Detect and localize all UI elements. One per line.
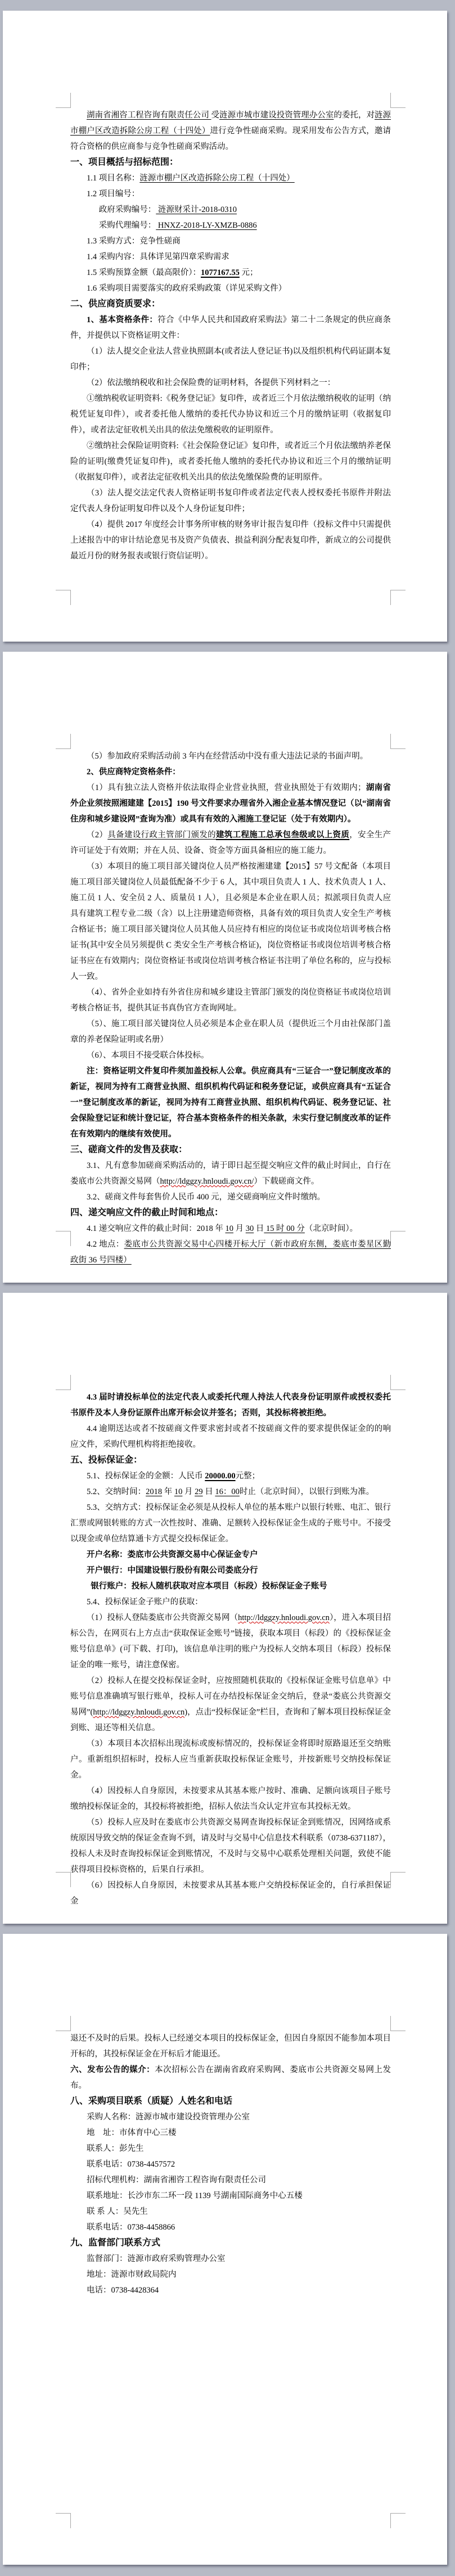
- section-heading: 三、磋商文件的发售及获取：: [70, 1145, 188, 1154]
- margin-crop-mark: [390, 93, 406, 108]
- paragraph: 4.1 递交响应文件的截止时间：2018 年 10 月 30 日 15 时 00 分（北京时间）。: [87, 1224, 358, 1233]
- paragraph: 4.4 逾期送达或者不按磋商文件要求密封或者不按磋商文件的要求提供保证金的的响应文件，采购代理机构将拒绝接收。: [70, 1424, 391, 1449]
- paragraph: （5）、施工项目部关键岗位人员必须是本企业在职人员（提供近三个月由社保部门盖章的养老保险证明或名册）: [70, 1019, 391, 1044]
- margin-crop-mark: [56, 590, 71, 605]
- paragraph: 银行账户：投标人随机获取对应本项目（标段）投标保证金子账号: [91, 1582, 327, 1591]
- margin-crop-mark: [390, 1375, 406, 1390]
- paragraph: 开户名称：娄底市公共资源交易中心保证金专户: [87, 1550, 258, 1559]
- paragraph: 注：资格证明文件复印件须加盖投标人公章。供应商具有“三证合一”登记制度改革的新证，视同为持有工商营业执照、组织机构代码证和税务登记证，或供应商具有“五证合一”登记制度改革的新证，视同为持有工商营业执照、组织机构代码证、税务登记证、社会保险登记证和统计登记证，符合基本资格条件的相关条款，未实行登记制度改革的证件在有效期内的继续有效使用。: [70, 1067, 391, 1139]
- margin-crop-mark: [56, 1231, 71, 1246]
- margin-crop-mark: [56, 1375, 71, 1390]
- section-heading: 八、采购项目联系（质疑）人姓名和电话: [70, 2096, 233, 2106]
- paragraph: 联系电话：0738-4458866: [87, 2223, 175, 2232]
- margin-crop-mark: [390, 1231, 406, 1246]
- margin-crop-mark: [56, 1872, 71, 1887]
- margin-crop-mark: [390, 2513, 406, 2528]
- paragraph: （3）法人提交法定代表人资格证明书复印件或者法定代表人授权委托书原件并附法定代表人身份证明复印件以及个人身份证复印件；: [70, 489, 391, 513]
- paragraph: 1.4 采购内容：具体详见第四章采购需求: [87, 252, 229, 261]
- url-with-spellcheck: http://ldggzy.hnloudi.gov.cn: [238, 1613, 330, 1622]
- paragraph: 1.1 项目名称：涟源市棚户区改造拆除公房工程（十四处）: [87, 174, 295, 183]
- paragraph: 1.5 采购预算金额（最高限价）：1077167.55 元；: [87, 268, 258, 277]
- paragraph: 1.3 采购方式：竞争性磋商: [87, 237, 181, 246]
- margin-crop-mark: [390, 734, 406, 749]
- paragraph: 5.4、投标保证金子账户的获取：: [87, 1598, 203, 1607]
- paragraph: 4.3 届时请投标单位的法定代表人或委托代理人持法人代表身份证明原件或授权委托书原件及本人身份证原件出席开标会议并签名；否则，其投标将被拒绝。: [70, 1393, 391, 1418]
- paragraph: 5.2、交纳时间：2018 年 10 月 29 日 16：00时止（北京时间），以银行到账为准。: [87, 1487, 375, 1496]
- paragraph: 政府采购编号： 涟源财采计-2018-0310: [98, 205, 237, 214]
- paragraph: 六、发布公告的媒介：本次招标公告在湖南省政府采购网、娄底市公共资源交易网上发布。: [70, 2065, 391, 2090]
- paragraph: 联系地址：长沙市东二环一段 1139 号湖南国际商务中心五楼: [87, 2191, 303, 2200]
- paragraph: （2）投标人在提交投标保证金时，应按照随机获取的《投标保证金账号信息单》中账号信息准确填写银行账单，投标人可在办结投标保证金交纳后，登录“娄底公共资源交易网”(http://ldggzy.hnloudi.gov.cn)，点击“投标保证金”栏目，查询和了解本项目投标保证金到账、退还等相关信息。: [70, 1676, 391, 1733]
- paragraph: 采购人名称：涟源市城市建设投资管理办公室: [87, 2113, 250, 2122]
- paragraph: 1.6 采购项目需要落实的政府采购政策（详见采购文件）: [87, 284, 287, 293]
- margin-crop-mark: [390, 2016, 406, 2031]
- paragraph: （1）具有独立法人资格并依法取得企业营业执照，营业执照处于有效期内；湖南省外企业须按照湘建建【2015】190 号文件要求办理省外入湘企业基本情况登记（以“湖南省住房和城乡建设网”查询为准）或具有有效的入湘施工登记证（处于有效期内）。: [70, 783, 391, 824]
- margin-crop-mark: [56, 2016, 71, 2031]
- url-with-spellcheck: http://ldggzy.hnloudi.gov.cn: [93, 1708, 185, 1717]
- margin-crop-mark: [390, 1872, 406, 1887]
- paragraph: 联系电话：0738-4457572: [87, 2160, 175, 2169]
- paragraph: 2、供应商特定资格条件：: [87, 768, 181, 777]
- page-2-text-area: [70, 748, 391, 1268]
- paragraph: （2）具备建设行政主管部门颁发的建筑工程施工总承包叁级或以上资质，安全生产许可证处于有效期；并在人员、设备、资金等方面具备相应的施工能力。: [70, 831, 391, 855]
- margin-crop-mark: [56, 93, 71, 108]
- margin-crop-mark: [56, 2513, 71, 2528]
- paragraph: （5）参加政府采购活动前 3 年内在经营活动中没有重大违法记录的书面声明。: [87, 752, 368, 761]
- paragraph: 3.1、凡有意参加磋商采购活动的，请于即日起至提交响应文件的截止时间止，自行在娄底市公共资源交易网（http://ldggzy.hnloudi.gov.cn/）下载磋商文件。: [70, 1161, 391, 1186]
- paragraph: （3）本项目本次招标出现流标或废标情况的，投标保证金将即时原路退还至交纳账户。重新组织招标时，投标人应当重新获取投标保证金账号，并按新账号交纳投标保证金。: [70, 1739, 391, 1780]
- paragraph: （4）、省外企业如持有外省住房和城乡建设主管部门颁发的岗位资格证书或岗位培训考核合格证书，提供其证书真伪官方查询网址。: [70, 988, 391, 1013]
- paragraph: （3）本项目的施工项目部关键岗位人员严格按湘建建【2015】57 号文配备（本项目施工项目部关键岗位人员最低配备不少于 6 人，其中项目负责人 1 人、技术负责人 1 人、施工员 1 人、安全员 2 人、质量员 1 人），且必须是本企业在职人员；拟派项目负责人应具有建筑工程专业二级（含）以上注册建造师资格，具备有效的项目负责人安全生产考核合格证书；施工项目部关键岗位人员其他人员应持有相应的岗位证书或岗位培训考核合格证书(其中安全员另须提供 C 类安全生产考核合格证)，岗位资格证书或岗位培训考核合格证书应在有效期内；岗位资格证书或岗位培训考核合格证书注明了单位名称的，应与投标人一致。: [70, 862, 391, 981]
- section-heading: 九、监督部门联系方式: [70, 2238, 161, 2248]
- paragraph: 1、基本资格条件：符合《中华人民共和国政府采购法》第二十二条规定的供应商条件，并提供以下资格证明文件：: [70, 315, 391, 340]
- margin-crop-mark: [390, 590, 406, 605]
- paragraph: 采购代理编号： HNXZ-2018-LY-XMZB-0886: [98, 221, 257, 230]
- paragraph: ②缴纳社会保险证明资料:《社会保险登记证》复印件，或者近三个月依法缴纳养老保险的证明(缴费凭证复印件)，或者委托他人缴纳的委托代办协议和近三个月的缴纳证明（收据复印件），或者法定征收机关出具的依法免缴保险费的证明原件。: [70, 441, 391, 482]
- paragraph: （6）、本项目不接受联合体投标。: [87, 1051, 209, 1060]
- section-heading: 五、投标保证金：: [70, 1455, 143, 1465]
- paragraph: ①缴纳税收证明资料:《税务登记证》复印件，或者近三个月依法缴纳税收的证明（纳税凭证复印件），或者委托他人缴纳的委托代办协议和近三个月的缴纳证明（收据复印件），或者法定征收机关出具的依法免缴税收的证明原件。: [70, 394, 391, 435]
- page-3: [3, 1293, 447, 1924]
- paragraph: 联系人：彭先生: [87, 2144, 144, 2153]
- paragraph: （4）因投标人自身原因，未按要求从其基本账户按时、准确、足额向该项目子账号缴纳投标保证金的，其投标将被拒绝，招标人依法当众认定并宣布其投标无效。: [70, 1786, 391, 1811]
- page-3-text-area: [70, 1389, 391, 1909]
- paragraph: 5.1、投标保证金的金额：人民币 20000.00元整；: [87, 1472, 260, 1481]
- paragraph: 招标代理机构：湖南省湘咨工程咨询有限责任公司: [87, 2176, 266, 2185]
- page-1-text-area: [70, 107, 391, 564]
- page-4-text-area: [70, 2031, 391, 2298]
- paragraph: 地址：涟源市财政局院内: [87, 2270, 177, 2279]
- paragraph: （6）因投标人自身原因，未按要求从其基本账户交纳投标保证金的，自行承担保证金: [70, 1881, 391, 1906]
- paragraph: （1）投标人登陆娄底市公共资源交易网（http://ldggzy.hnloudi.gov.cn），进入本项目招标公告，在网页右上方点击“获取保证金账号”链接，获取本项目（标段）的《投标保证金账号信息单》(可下载、打印)，该信息单注明的账户为投标人交纳本项目（标段）投标保证金的唯一账号，请注意保密。: [70, 1613, 391, 1670]
- paragraph: 地 址：市体育中心三楼: [87, 2128, 177, 2137]
- paragraph: （4）提供 2017 年度经会计事务所审核的财务审计报告复印件（投标文件中只需提供上述报告中的审计结论意见书及资产负债表、损益利润分配表复印件，新成立的公司提供最近月份的财务报表或银行资信证明）。: [70, 520, 391, 561]
- paragraph: （1）法人提交企业法人营业执照副本(或者法人登记证书)以及组织机构代码证副本复印件；: [70, 347, 391, 372]
- paragraph: 监督部门：涟源市政府采购管理办公室: [87, 2254, 226, 2263]
- url-with-spellcheck: http://ldggzy.hnloudi.gov.cn/: [160, 1177, 254, 1186]
- page-4: [3, 1934, 447, 2565]
- paragraph: 5.3、交纳方式：投标保证金必须是从投标人单位的基本账户以银行转账、电汇、银行汇票或网银转账的方式一次性按时、准确、足额转入投标保证金生成的子账号中。不接受以现金或单位结算通卡方式提交投标保证金。: [70, 1503, 391, 1544]
- page-1: [3, 11, 447, 642]
- paragraph: （5）投标人应及时在娄底市公共资源交易网查询投标保证金到账情况，因网络或系统原因导致交纳的保证金查询不到，请及时与交易中心信息技术科联系（0738-6371187），投标人未及时查询投标保证金到账情况，不及时与交易中心联系处理相关问题，致使不能获得项目投标资格的，后果自行承担。: [70, 1818, 391, 1874]
- paragraph: 联 系 人：吴先生: [87, 2207, 148, 2216]
- section-heading: 二、供应商资质要求：: [70, 299, 161, 309]
- paragraph: 1.2 项目编号：: [87, 190, 140, 198]
- paragraph: 退还不及时的后果。投标人已经递交本项目的投标保证金，但因自身原因不能参加本项目开标的，其投标保证金在开标后才能退还。: [70, 2034, 391, 2059]
- paragraph: 4.2 地点：娄底市公共资源交易中心四楼开标大厅（新市政府东侧，娄底市娄星区勤政街 36 号四楼）: [70, 1240, 391, 1265]
- paragraph: 湖南省湘咨工程咨询有限责任公司 受涟源市城市建设投资管理办公室的委托，对涟源市棚户区改造拆除公房工程（十四处）进行竞争性磋商采购。现采用发布公告方式，邀请符合资格的供应商参与竞争性磋商采购活动。: [70, 111, 391, 151]
- paragraph: 3.2、磋商文件每套售价人民币 400 元，递交磋商响应文件时缴纳。: [87, 1193, 326, 1202]
- paragraph: 开户银行：中国建设银行股份有限公司娄底分行: [87, 1566, 258, 1575]
- section-heading: 一、项目概括与招标范围：: [70, 157, 179, 167]
- page-2: [3, 652, 447, 1283]
- section-heading: 四、递交响应文件的截止时间和地点：: [70, 1208, 224, 1217]
- margin-crop-mark: [56, 734, 71, 749]
- paragraph: 电话：0738-4428364: [87, 2286, 159, 2295]
- paragraph: （2）依法缴纳税收和社会保险费的证明材料，各提供下列材料之一：: [87, 378, 336, 387]
